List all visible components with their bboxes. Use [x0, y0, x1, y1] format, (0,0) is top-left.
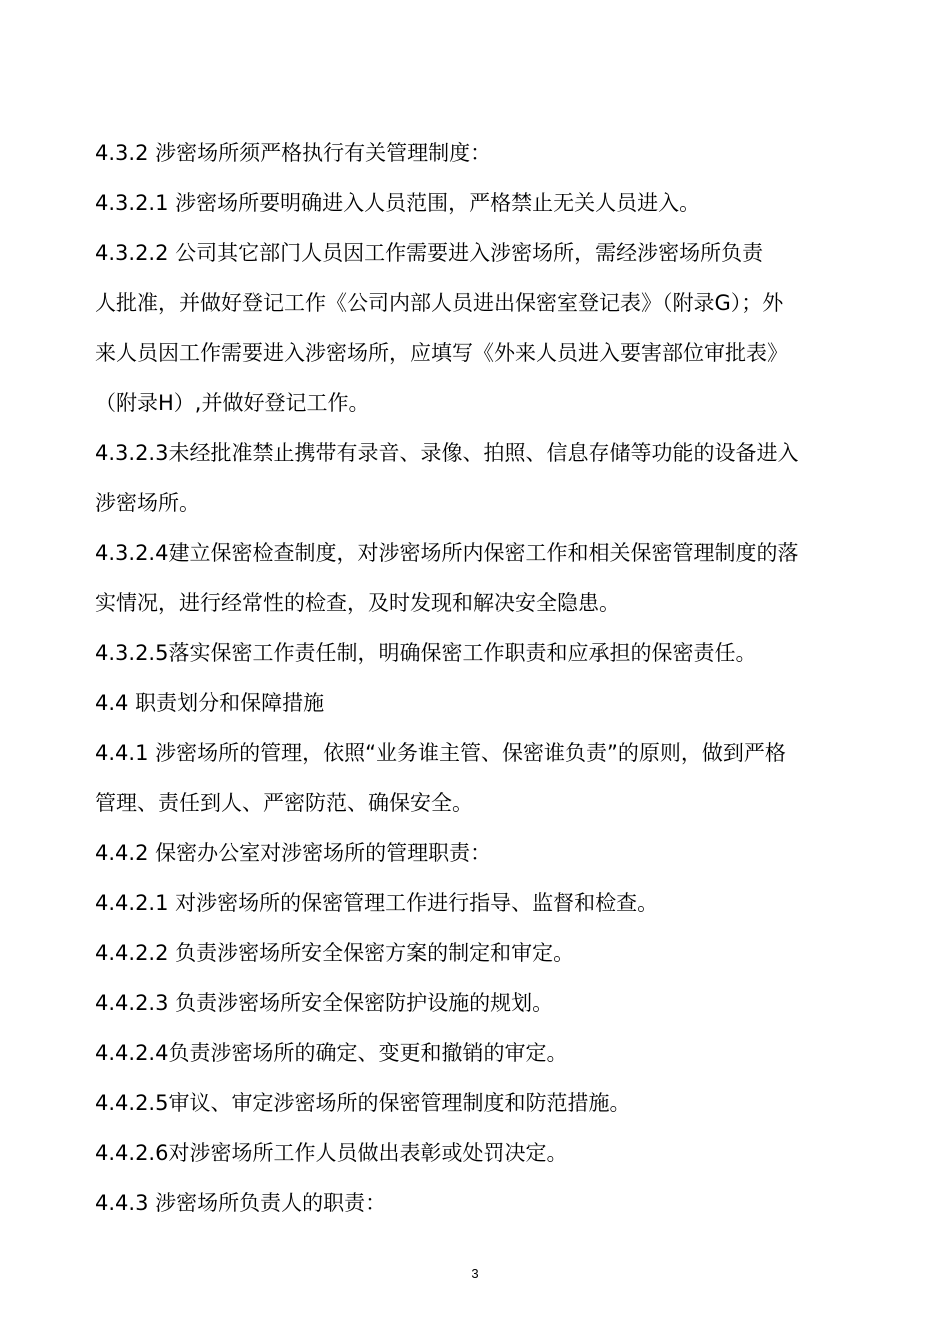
clause-4-3-2-4-cont: 实情况，进行经常性的检查，及时发现和解决安全隐患。 — [95, 591, 620, 615]
clause-4-4-1: 4.4.1 涉密场所的管理，依照“业务谁主管、保密谁负责”的原则，做到严格 — [95, 741, 786, 765]
clause-4-4-2-2: 4.4.2.2 负责涉密场所安全保密方案的制定和审定。 — [95, 941, 575, 965]
clause-4-3-2-2: 4.3.2.2 公司其它部门人员因工作需要进入涉密场所，需经涉密场所负责 — [95, 241, 764, 265]
clause-4-4-2-4: 4.4.2.4负责涉密场所的确定、变更和撤销的审定。 — [95, 1041, 568, 1065]
clause-4-3-2-3-cont: 涉密场所。 — [95, 491, 200, 515]
clause-4-3-2-5: 4.3.2.5落实保密工作责任制，明确保密工作职责和应承担的保密责任。 — [95, 641, 757, 665]
clause-4-3-2-2-cont-1: 人批准，并做好登记工作《公司内部人员进出保密室登记表》（附录G）；外 — [95, 291, 784, 315]
clause-4-3-2-2-cont-3: （附录H）,并做好登记工作。 — [95, 391, 370, 415]
document-body — [95, 128, 860, 1228]
clause-4-3-2-4: 4.3.2.4建立保密检查制度，对涉密场所内保密工作和相关保密管理制度的落 — [95, 541, 799, 565]
clause-4-3-2-2-cont-2: 来人员因工作需要进入涉密场所，应填写《外来人员进入要害部位审批表》 — [95, 341, 788, 365]
section-4-4-heading: 4.4 职责划分和保障措施 — [95, 691, 325, 715]
clause-4-4-2-5: 4.4.2.5审议、审定涉密场所的保密管理制度和防范措施。 — [95, 1091, 631, 1115]
clause-4-4-1-cont: 管理、责任到人、严密防范、确保安全。 — [95, 791, 473, 815]
clause-4-4-2-1: 4.4.2.1 对涉密场所的保密管理工作进行指导、监督和检查。 — [95, 891, 659, 915]
clause-4-3-2-3: 4.3.2.3未经批准禁止携带有录音、录像、拍照、信息存储等功能的设备进入 — [95, 441, 799, 465]
clause-4-4-3: 4.4.3 涉密场所负责人的职责： — [95, 1191, 387, 1215]
clause-4-4-2-6: 4.4.2.6对涉密场所工作人员做出表彰或处罚决定。 — [95, 1141, 568, 1165]
clause-4-3-2: 4.3.2 涉密场所须严格执行有关管理制度： — [95, 141, 492, 165]
clause-4-4-2: 4.4.2 保密办公室对涉密场所的管理职责： — [95, 841, 492, 865]
clause-4-4-2-3: 4.4.2.3 负责涉密场所安全保密防护设施的规划。 — [95, 991, 554, 1015]
page-number: 3 — [471, 1266, 479, 1281]
clause-4-3-2-1: 4.3.2.1 涉密场所要明确进入人员范围，严格禁止无关人员进入。 — [95, 191, 701, 215]
